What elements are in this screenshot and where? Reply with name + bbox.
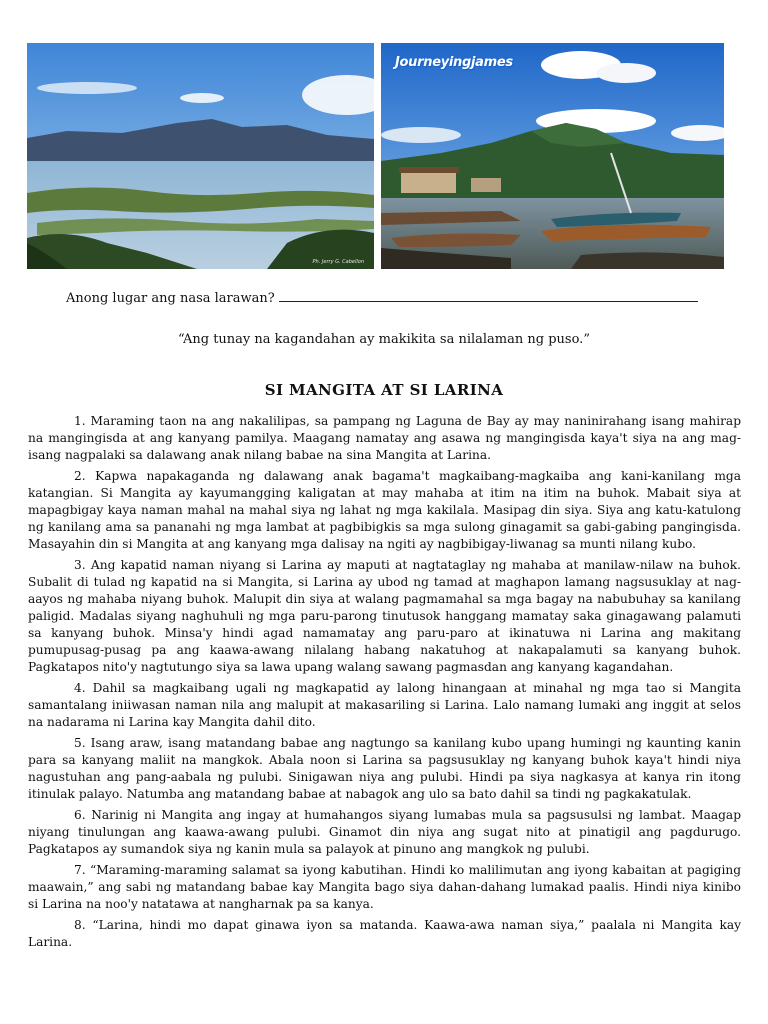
- lakeshore-boats-image: [381, 43, 724, 269]
- story-body: [28, 413, 741, 955]
- story-paragraph: 8. “Larina, hindi mo dapat ginawa iyon sa matanda. Kaawa-awa naman siya,” paalala ni Mangita kay Larina.: [28, 918, 741, 949]
- story-paragraph: 7. “Maraming-maraming salamat sa iyong kabutihan. Hindi ko malilimutan ang iyong kabaitan at pagiging maawain,” ang sabi ng matandang babae kay Mangita bago siya dahan-dahang lumakad paalis. Hindi niya kinibo si Larina na noo'y natatawa at nangharnak pa sa kanya.: [28, 863, 741, 911]
- answer-blank-line[interactable]: [279, 289, 698, 302]
- story-paragraph: 5. Isang araw, isang matandang babae ang nagtungo sa kanilang kubo upang humingi ng kaunting kanin para sa kanyang maliit na mangkok. Abala noon si Larina sa pagsusuklay ng kanyang buhok kaya't hindi niya nagustuhan ang pang-aabala ng pulubi. Sinigawan niya ang pulubi. Hindi pa siya nagkasya at kanya rin itong itinulak palayo. Natumba ang matandang babae at nabagok ang ulo sa bato dahil sa tindi ng pagkakatulak.: [28, 736, 741, 801]
- journeyingjames-logo: Journeyingjames: [395, 55, 513, 70]
- lakeshore-boats-photo: [381, 43, 724, 269]
- story-paragraph: 3. Ang kapatid naman niyang si Larina ay maputi at nagtataglay ng mahaba at manilaw-nilaw na buhok. Subalit di tulad ng kapatid na si Mangita, si Larina ay ubod ng tamad at maghapon lamang nagsusuklay at nag-aayos ng mahaba niyang buhok. Malupit din siya at walang pagmamahal sa mga bagay na nabubuhay sa kanilang paligid. Madalas siyang naghuhuli ng mga paru-parong tinutusok hanggang mamatay saka ginagawang palamuti sa kanyang buhok. Minsa'y hindi agad namamatay ang paru-paro at ikinatuwa ni Larina ang makitang pumupusag-pusag pa ang kaawa-awang nilalang habang nakatuhog at nakapalamuti sa kanyang buhok. Pagkatapos nito'y nagtutungo siya sa lawa upang walang sawang pagmasdan ang kanyang kagandahan.: [28, 558, 741, 674]
- story-title: SI MANGITA AT SI LARINA: [264, 381, 504, 399]
- lake-landscape-photo: [27, 43, 374, 269]
- question-text: Anong lugar ang nasa larawan?: [66, 291, 275, 306]
- photo-strip: [27, 43, 724, 269]
- story-paragraph: 1. Maraming taon na ang nakalilipas, sa pampang ng Laguna de Bay ay may naninirahang isang mahirap na mangingisda at ang kanyang pamilya. Maagang namatay ang asawa ng mangingisda kaya't siya na ang mag-isang nagpalaki sa dalawang anak nilang babae na sina Mangita at Larina.: [28, 414, 741, 462]
- photo-credit-watermark: Ph. Jerry G. Cabellon: [312, 259, 364, 265]
- photo-question: [66, 289, 698, 306]
- story-paragraph: 6. Narinig ni Mangita ang ingay at humahangos siyang lumabas mula sa pagsusulsi ng lambat. Maagap niyang tinulungan ang kaawa-awang pulubi. Ginamot din niya ang sugat nito at pinatigil ang pagdurugo. Pagkatapos ay sumandok siya ng kanin mula sa palayok at pinuno ang mangkok ng pulubi.: [28, 808, 741, 856]
- story-paragraph: 4. Dahil sa magkaibang ugali ng magkapatid ay lalong hinangaan at minahal ng mga tao si Mangita samantalang iniiwasan naman nila ang malupit at makasariling si Larina. Lalo namang lumaki ang inggit at selos na nadarama ni Larina kay Mangita dahil dito.: [28, 681, 741, 729]
- story-paragraph: 2. Kapwa napakaganda ng dalawang anak bagama't magkaibang-magkaiba ang kani-kanilang mga katangian. Si Mangita ay kayumangging kaligatan at may mahaba at itim na itim na buhok. Mabait siya at mapagbigay kaya naman mahal na mahal siya ng lahat ng mga kakilala. Masipag din siya. Siya ang katu-katulong ng kanilang ama sa pananahi ng mga lambat at pagbibigkis sa mga sulong ginagamit sa gabi-gabing pangingisda. Masayahin din si Mangita at ang kanyang mga dalisay na ngiti ay nagbibigay-liwanag sa munti nilang kubo.: [28, 469, 741, 551]
- lake-landscape-image: [27, 43, 374, 269]
- featured-quote: “Ang tunay na kagandahan ay makikita sa nilalaman ng puso.”: [178, 332, 590, 347]
